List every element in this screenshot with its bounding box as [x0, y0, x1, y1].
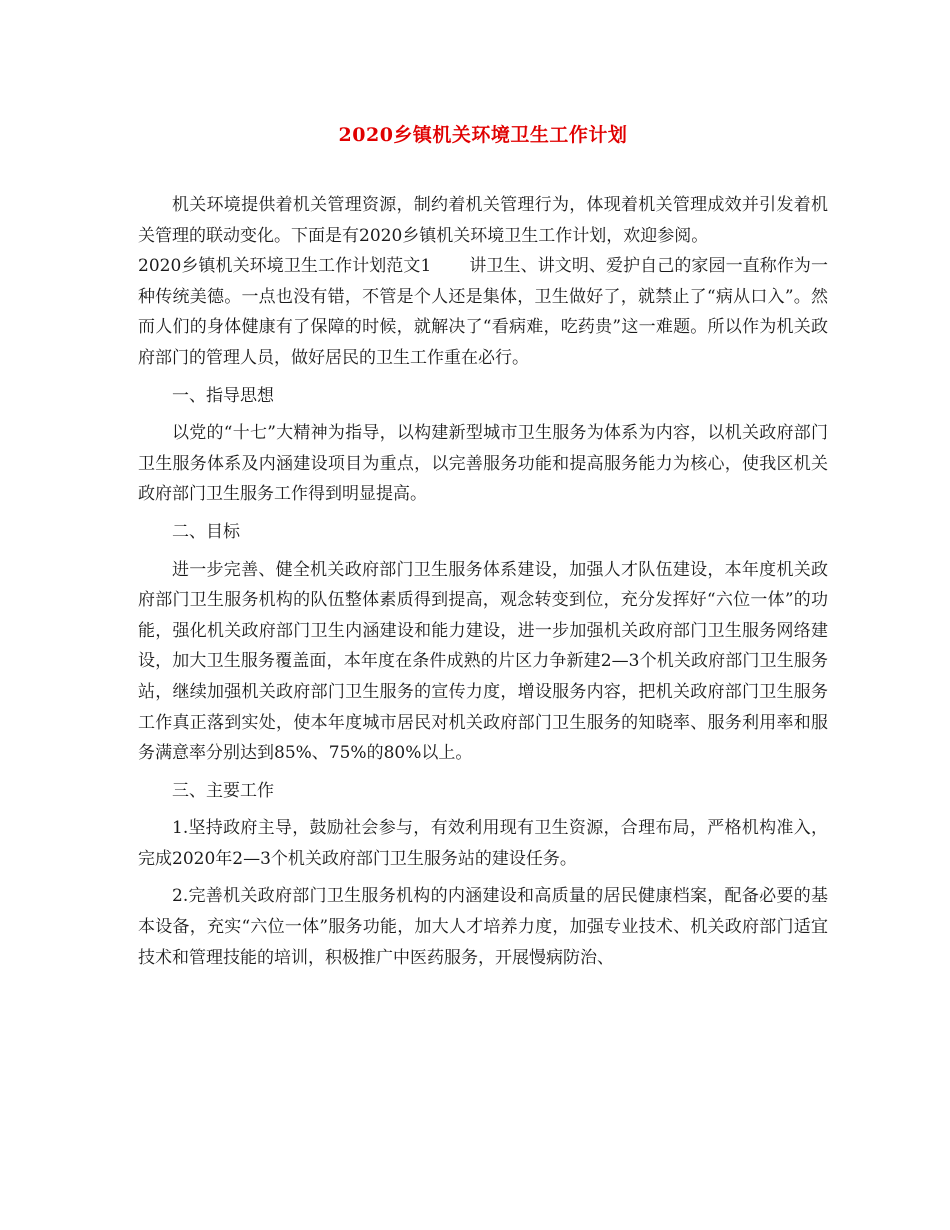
- subtitle-lead-paragraph: [138, 251, 828, 373]
- section-heading-goals: 二、目标: [172, 521, 240, 542]
- section-heading-main-work: 三、主要工作: [172, 780, 274, 801]
- section-body-guiding: 以党的“十七”大精神为指导，以构建新型城市卫生服务为体系为内容，以机关政府部门卫生服务体系及内涵建设项目为重点，以完善服务功能和提高服务能力为核心，使我区机关政府部门卫生服务工作得到明显提高。: [138, 423, 828, 505]
- intro-paragraph: 机关环境提供着机关管理资源，制约着机关管理行为，体现着机关管理成效并引发着机关管理的联动变化。下面是有2020乡镇机关环境卫生工作计划，欢迎参阅。: [138, 195, 828, 246]
- lead-paragraph: 讲卫生、讲文明、爱护自己的家园一直称作为一种传统美德。一点也没有错，不管是个人还是集体，卫生做好了，就禁止了“病从口入”。然而人们的身体健康有了保障的时候，就解决了“看病难，吃药贵”这一难题。所以作为机关政府部门的管理人员，做好居民的卫生工作重在必行。: [138, 256, 828, 368]
- main-work-item: 2.完善机关政府部门卫生服务机构的内涵建设和高质量的居民健康档案，配备必要的基本设备，充实“六位一体”服务功能，加大人才培养力度，加强专业技术、机关政府部门适宜技术和管理技能的培训，积极推广中医药服务，开展慢病防治、: [138, 886, 828, 968]
- section-heading-guiding: 一、指导思想: [172, 385, 274, 406]
- document-title: 2020乡镇机关环境卫生工作计划: [338, 124, 628, 146]
- document-page: [138, 120, 828, 973]
- section-body-goals: 进一步完善、健全机关政府部门卫生服务体系建设，加强人才队伍建设，本年度机关政府部门卫生服务机构的队伍整体素质得到提高，观念转变到位，充分发挥好“六位一体”的功能，强化机关政府部门卫生内涵建设和能力建设，进一步加强机关政府部门卫生服务网络建设，加大卫生服务覆盖面，本年度在条件成熟的片区力争新建2—3个机关政府部门卫生服务站，继续加强机关政府部门卫生服务的宣传力度，增设服务内容，把机关政府部门卫生服务工作真正落到实处，使本年度城市居民对机关政府部门卫生服务的知晓率、服务利用率和服务满意率分别达到85%、75%的80%以上。: [138, 559, 828, 764]
- main-work-item: 1.坚持政府主导，鼓励社会参与，有效利用现有卫生资源，合理布局，严格机构准入，完成2020年2—3个机关政府部门卫生服务站的建设任务。: [138, 818, 828, 869]
- document-subtitle: 2020乡镇机关环境卫生工作计划范文1: [138, 256, 432, 277]
